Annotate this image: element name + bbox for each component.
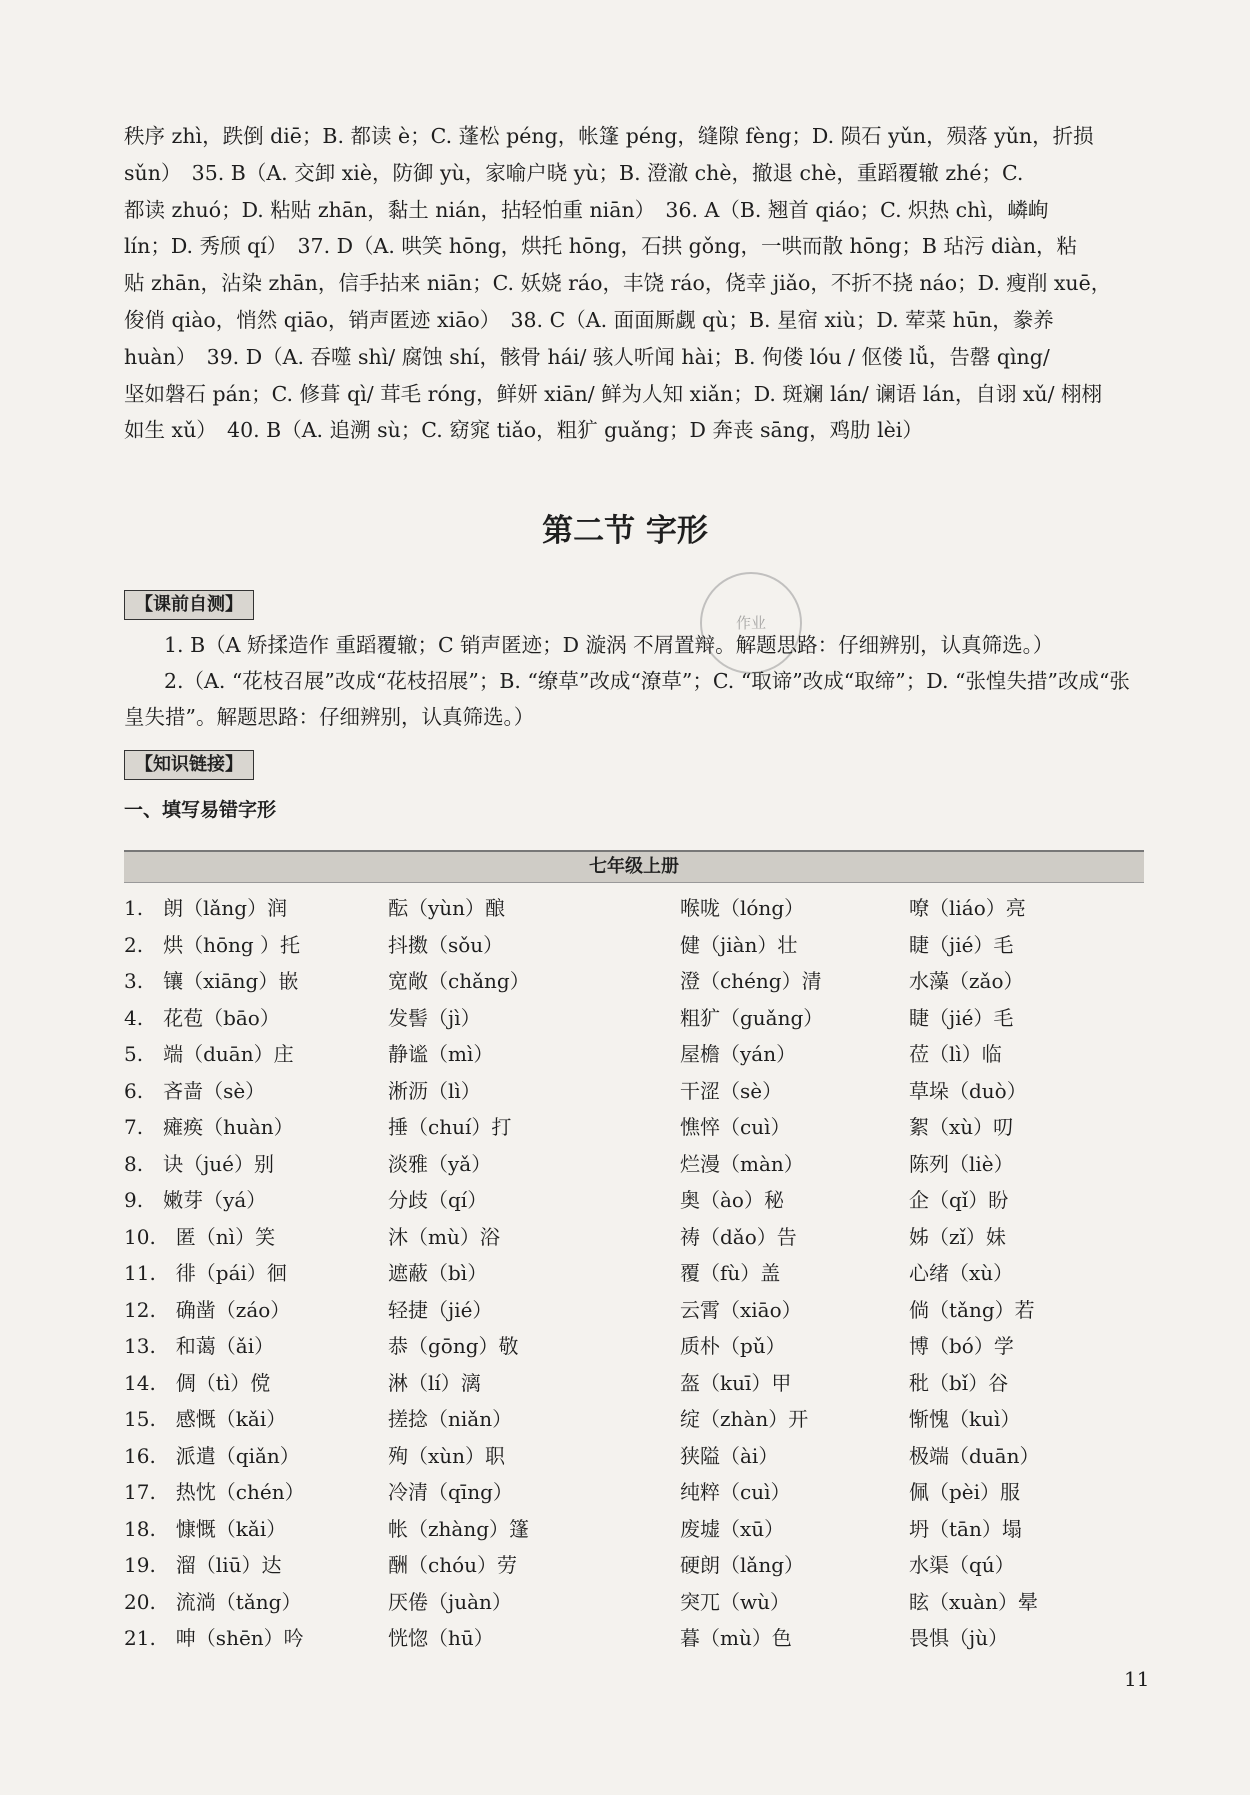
word-cell: 10. 匿（nì）笑 (124, 1224, 276, 1249)
answer-line: 俊俏 qiào，悄然 qiāo，销声匿迹 xiāo） 38. C（A. 面面厮觑 qù；B. 星宿 xiù；D. 荤菜 hūn，豢养 (124, 307, 1054, 332)
word-cell: 19. 溜（liū）达 (124, 1553, 282, 1577)
word-cell: 9. 嫩芽（yá） (124, 1188, 267, 1212)
word-cell: 帐（zhàng）篷 (388, 1516, 530, 1541)
word-row (124, 1620, 1144, 1657)
answer-line: lín；D. 秀颀 qí） 37. D（A. 哄笑 hōng，烘托 hōng，石拱 gǒng，一哄而散 hōng；B 玷污 diàn，粘 (124, 234, 1078, 259)
word-row (124, 1182, 1144, 1219)
page-number: 11 (1124, 1667, 1150, 1691)
word-cell: 喉咙（lóng） (680, 896, 805, 920)
word-cell: 12. 确凿（záo） (124, 1297, 291, 1322)
word-grid (124, 890, 1144, 1657)
word-cell: 盔（kuī）甲 (680, 1370, 792, 1395)
word-row (124, 1438, 1144, 1475)
word-cell: 8. 诀（jué）别 (124, 1151, 274, 1176)
pre-test-answers (124, 627, 1144, 735)
word-cell: 眩（xuàn）晕 (909, 1589, 1038, 1614)
answer-line: sǔn） 35. B（A. 交卸 xiè，防御 yù，家喻户晓 yù；B. 澄澈 chè，撤退 chè，重蹈覆辙 zhé；C. (124, 160, 1024, 185)
word-row (124, 1547, 1144, 1584)
word-cell: 佩（pèi）服 (909, 1480, 1021, 1504)
word-cell: 突兀（wù） (680, 1589, 790, 1614)
word-cell: 暮（mù）色 (680, 1626, 792, 1650)
word-cell: 殉（xùn）职 (388, 1443, 506, 1468)
answer-line: 如生 xǔ） 40. B（A. 追溯 sù；C. 窈窕 tiǎo，粗犷 guǎng；D 奔丧 sāng，鸡肋 lèi） (124, 418, 923, 443)
word-cell: 废墟（xū） (680, 1516, 785, 1541)
pre-test-item: 1. B（A 矫揉造作 重蹈覆辙；C 销声匿迹；D 漩涡 不屑置辩。解题思路：仔细辨别，认真筛选。） (164, 633, 1054, 657)
word-cell: 云霄（xiāo） (680, 1297, 802, 1322)
word-cell: 澄（chéng）清 (680, 969, 822, 993)
word-cell: 5. 端（duān）庄 (124, 1042, 294, 1066)
word-cell: 酬（chóu）劳 (388, 1553, 518, 1577)
word-row (124, 1511, 1144, 1548)
word-cell: 搓捻（niǎn） (388, 1407, 513, 1431)
word-row (124, 1073, 1144, 1110)
word-cell: 20. 流淌（tǎng） (124, 1589, 302, 1614)
pre-test-item: 2.（A. “花枝召展”改成“花枝招展”；B. “缭草”改成“潦草”；C. “取谛”改成“取缔”；D. “张惶失措”改成“张皇失措”。解题思路：仔细辨别，认真筛选。） (124, 669, 1130, 729)
word-cell: 2. 烘（hōng ）托 (124, 932, 301, 957)
word-cell: 纯粹（cuì） (680, 1480, 791, 1504)
word-cell: 畏惧（jù） (909, 1626, 1009, 1650)
watermark-stamp: 作业 (700, 572, 802, 674)
word-cell: 绽（zhàn）开 (680, 1407, 809, 1431)
word-row (124, 1365, 1144, 1402)
word-cell: 健（jiàn）壮 (680, 932, 798, 957)
word-cell: 沐（mù）浴 (388, 1224, 500, 1249)
word-cell: 3. 镶（xiāng）嵌 (124, 969, 299, 993)
word-cell: 水藻（zǎo） (909, 969, 1024, 993)
word-cell: 酝（yùn）酿 (388, 896, 506, 920)
word-cell: 倘（tǎng）若 (909, 1297, 1035, 1322)
word-cell: 质朴（pǔ） (680, 1334, 786, 1358)
word-row (124, 1036, 1144, 1073)
grade-band: 七年级上册 (124, 850, 1144, 883)
word-cell: 冷清（qīng） (388, 1480, 513, 1504)
word-row (124, 1292, 1144, 1329)
subheading: 一、填写易错字形 (124, 799, 277, 821)
word-cell: 1. 朗（lǎng）润 (124, 896, 288, 920)
word-row (124, 1401, 1144, 1438)
word-cell: 烂漫（màn） (680, 1151, 804, 1176)
word-cell: 草垛（duò） (909, 1078, 1027, 1103)
word-cell: 14. 倜（tì）傥 (124, 1370, 271, 1395)
word-cell: 15. 感慨（kǎi） (124, 1407, 287, 1431)
word-row (124, 1328, 1144, 1365)
word-cell: 睫（jié）毛 (909, 1005, 1014, 1030)
answer-line: 都读 zhuó；D. 粘贴 zhān，黏土 nián，拈轻怕重 niān） 36. A（B. 翘首 qiáo；C. 炽热 chì，嶙峋 (124, 197, 1049, 222)
word-cell: 絮（xù）叨 (909, 1115, 1014, 1139)
word-cell: 嘹（liáo）亮 (909, 896, 1026, 920)
word-cell: 硬朗（lǎng） (680, 1553, 805, 1577)
word-cell: 秕（bǐ）谷 (909, 1370, 1009, 1395)
word-cell: 遮蔽（bì） (388, 1261, 488, 1285)
word-cell: 分歧（qí） (388, 1188, 488, 1212)
word-cell: 心绪（xù） (909, 1261, 1014, 1285)
word-cell: 21. 呻（shēn）吟 (124, 1626, 304, 1650)
answer-line: 贴 zhān，沾染 zhān，信手拈来 niān；C. 妖娆 ráo，丰饶 ráo，侥幸 jiǎo，不折不挠 náo；D. 瘦削 xuē， (124, 271, 1112, 296)
word-row (124, 927, 1144, 964)
word-cell: 姊（zǐ）妹 (909, 1224, 1006, 1249)
word-cell: 粗犷（guǎng） (680, 1005, 824, 1030)
word-cell: 4. 花苞（bāo） (124, 1005, 280, 1030)
word-row (124, 1584, 1144, 1621)
section-title: 第二节 字形 (542, 513, 708, 549)
answer-line: huàn） 39. D（A. 吞噬 shì/ 腐蚀 shí，骸骨 hái/ 骇人听闻 hài；B. 佝偻 lóu / 伛偻 lǚ，告罄 qìng/ (124, 344, 1050, 369)
word-row (124, 1474, 1144, 1511)
word-cell: 干涩（sè） (680, 1078, 783, 1103)
word-cell: 厌倦（juàn） (388, 1589, 512, 1614)
word-row (124, 1219, 1144, 1256)
answer-line: 坚如磐石 pán；C. 修葺 qì/ 茸毛 róng，鲜妍 xiān/ 鲜为人知 xiǎn；D. 斑斓 lán/ 谰语 lán，自诩 xǔ/ 栩栩 (124, 381, 1103, 406)
word-row (124, 1109, 1144, 1146)
word-cell: 极端（duān） (909, 1443, 1040, 1468)
word-cell: 企（qǐ）盼 (909, 1188, 1009, 1212)
word-cell: 睫（jié）毛 (909, 932, 1014, 957)
pre-test-label: 【 课前自测 】 (124, 590, 254, 620)
word-cell: 坍（tān）塌 (909, 1516, 1022, 1541)
word-row (124, 1255, 1144, 1292)
word-cell: 16. 派遣（qiǎn） (124, 1443, 300, 1468)
word-cell: 发髻（jì） (388, 1005, 481, 1030)
word-cell: 恍惚（hū） (388, 1626, 494, 1650)
word-cell: 惭愧（kuì） (909, 1407, 1021, 1431)
word-cell: 11. 徘（pái）徊 (124, 1261, 287, 1285)
word-cell: 恭（gōng）敬 (388, 1334, 519, 1358)
word-cell: 莅（lì）临 (909, 1042, 1002, 1066)
knowledge-label: 【 知识链接 】 (124, 750, 254, 780)
word-cell: 狭隘（ài） (680, 1443, 779, 1468)
word-cell: 静谧（mì） (388, 1042, 494, 1066)
word-cell: 奥（ào）秘 (680, 1188, 784, 1212)
word-cell: 宽敞（chǎng） (388, 969, 530, 993)
word-cell: 覆（fù）盖 (680, 1261, 781, 1285)
word-cell: 7. 瘫痪（huàn） (124, 1115, 294, 1139)
word-row (124, 963, 1144, 1000)
word-cell: 轻捷（jié） (388, 1297, 493, 1322)
word-cell: 水渠（qú） (909, 1553, 1015, 1577)
word-cell: 淋（lí）漓 (388, 1370, 481, 1395)
word-cell: 淅沥（lì） (388, 1078, 481, 1103)
word-cell: 17. 热忱（chén） (124, 1480, 305, 1504)
word-cell: 屋檐（yán） (680, 1042, 797, 1066)
answer-block (124, 118, 1144, 449)
word-cell: 13. 和蔼（ǎi） (124, 1334, 275, 1358)
word-cell: 陈列（liè） (909, 1151, 1014, 1176)
word-cell: 18. 慷慨（kǎi） (124, 1516, 287, 1541)
word-row (124, 1000, 1144, 1037)
word-cell: 淡雅（yǎ） (388, 1151, 492, 1176)
word-cell: 憔悴（cuì） (680, 1115, 791, 1139)
word-row (124, 890, 1144, 927)
answer-line: 秩序 zhì，跌倒 diē；B. 都读 è；C. 蓬松 péng，帐篷 péng，缝隙 fèng；D. 陨石 yǔn，殒落 yǔn，折损 (124, 124, 1094, 148)
word-cell: 抖擞（sǒu） (388, 932, 504, 957)
word-cell: 捶（chuí）打 (388, 1115, 512, 1139)
word-cell: 祷（dǎo）告 (680, 1224, 797, 1249)
word-cell: 6. 吝啬（sè） (124, 1078, 266, 1103)
word-row (124, 1146, 1144, 1183)
word-cell: 博（bó）学 (909, 1334, 1014, 1358)
